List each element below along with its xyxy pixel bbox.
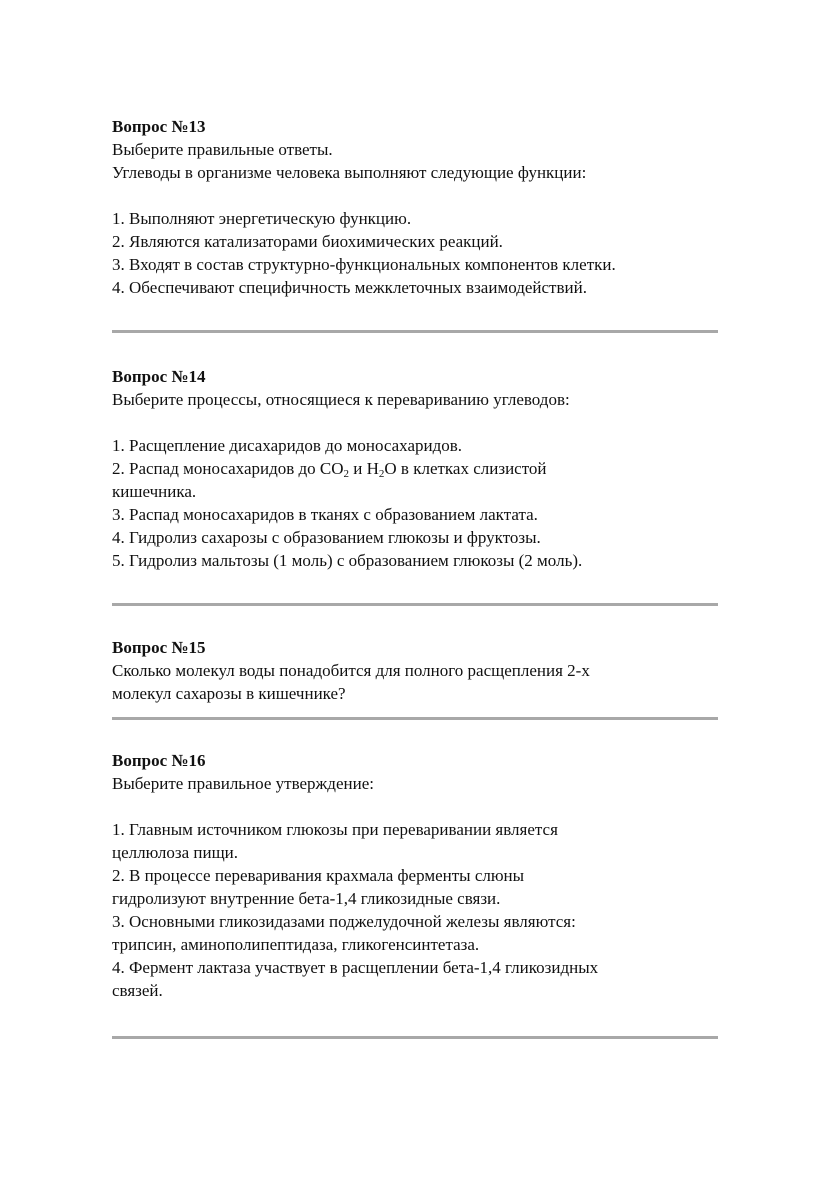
- answer-text: O в клетках слизистой: [384, 459, 547, 478]
- section-divider: [112, 1036, 718, 1039]
- section-divider: [112, 717, 718, 720]
- answer-option: 4. Гидролиз сахарозы с образованием глюкозы и фруктозы.: [112, 528, 541, 547]
- subscript: 2: [343, 468, 350, 480]
- question-text: Сколько молекул воды понадобится для полного расщепления 2-х: [112, 661, 590, 680]
- question-text: Выберите правильное утверждение:: [112, 774, 374, 793]
- answer-option: 1. Расщепление дисахаридов до моносахаридов.: [112, 436, 463, 455]
- question-title: Вопрос №14: [112, 367, 206, 386]
- answer-option-continuation: гидролизуют внутренние бета-1,4 гликозидные связи.: [112, 889, 501, 908]
- section-divider: [112, 330, 718, 333]
- answer-option: 3. Основными гликозидазами поджелудочной железы являются:: [112, 912, 576, 931]
- answer-option: 2. В процессе переваривания крахмала ферменты слюны: [112, 866, 525, 885]
- question-14: [112, 365, 722, 572]
- question-title: Вопрос №15: [112, 638, 206, 657]
- answer-text: 2. Распад моносахаридов до CO: [112, 459, 344, 478]
- answer-option-continuation: целлюлоза пищи.: [112, 843, 239, 862]
- answer-option: 2. Являются катализаторами биохимических реакций.: [112, 232, 503, 251]
- question-title: Вопрос №13: [112, 117, 206, 136]
- question-title: Вопрос №16: [112, 751, 206, 770]
- answer-option: 4. Обеспечивают специфичность межклеточных взаимодействий.: [112, 278, 587, 297]
- question-13: [112, 115, 722, 299]
- question-instruction: Выберите правильные ответы.: [112, 140, 333, 159]
- answer-text: и H: [349, 459, 379, 478]
- answer-option: 3. Входят в состав структурно-функциональных компонентов клетки.: [112, 255, 616, 274]
- answer-option: [112, 457, 722, 480]
- answer-option: 3. Распад моносахаридов в тканях с образованием лактата.: [112, 505, 538, 524]
- answer-option: 4. Фермент лактаза участвует в расщеплении бета-1,4 гликозидных: [112, 958, 599, 977]
- section-divider: [112, 603, 718, 606]
- answer-option-continuation: трипсин, аминополипептидаза, гликогенсинтетаза.: [112, 935, 480, 954]
- answer-option: 5. Гидролиз мальтозы (1 моль) с образованием глюкозы (2 моль).: [112, 551, 583, 570]
- question-text: Выберите процессы, относящиеся к перевариванию углеводов:: [112, 390, 570, 409]
- answer-option-continuation: кишечника.: [112, 482, 197, 501]
- subscript: 2: [378, 468, 385, 480]
- question-15: [112, 636, 722, 705]
- answer-option-continuation: связей.: [112, 981, 163, 1000]
- answer-option: 1. Выполняют энергетическую функцию.: [112, 209, 412, 228]
- question-16: [112, 749, 722, 1002]
- answer-option: 1. Главным источником глюкозы при переваривании является: [112, 820, 558, 839]
- question-text: молекул сахарозы в кишечнике?: [112, 684, 346, 703]
- question-text: Углеводы в организме человека выполняют следующие функции:: [112, 163, 587, 182]
